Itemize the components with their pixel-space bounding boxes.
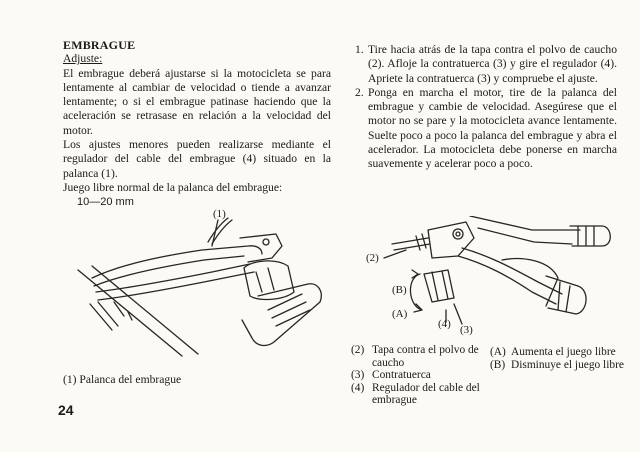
left-column bbox=[63, 38, 331, 210]
clutch-lever-figure bbox=[62, 206, 334, 366]
page-number: 24 bbox=[58, 402, 74, 418]
legend-text: Regulador del cable del embrague bbox=[372, 381, 480, 407]
legend-item bbox=[351, 369, 481, 382]
section-subtitle: Adjuste: bbox=[63, 52, 103, 66]
callout-A: (A) bbox=[392, 308, 408, 320]
legend-text: Tapa contra el polvo de caucho bbox=[372, 344, 479, 369]
legend-text: Aumenta el juego libre bbox=[511, 346, 616, 358]
cable-adjuster-figure bbox=[362, 216, 624, 342]
callout-3: (3) bbox=[460, 324, 473, 336]
legend-item bbox=[490, 346, 630, 359]
legend-item bbox=[351, 382, 481, 407]
paragraph-1: El embrague deberá ajustarse si la motocicleta se para lentamente al cambiar de velocidad o tiende a avanzar lentamente; o si el embrague patinase haciendo que la aceleración se retrasase en relación a la velocidad del motor. bbox=[63, 66, 331, 137]
freeplay-label: Juego libre normal de la palanca del embrague: bbox=[63, 180, 283, 194]
parts-legend bbox=[351, 344, 481, 407]
legend-text: Contratuerca bbox=[372, 369, 431, 382]
callout-2: (2) bbox=[366, 252, 379, 264]
step-number: 2. bbox=[355, 85, 364, 99]
callout-4: (4) bbox=[438, 318, 451, 330]
figure-caption: (1) Palanca del embrague bbox=[63, 373, 182, 386]
legend-key: (B) bbox=[490, 358, 506, 371]
section-title: EMBRAGUE bbox=[63, 38, 136, 52]
paragraph-2: Los ajustes menores pueden realizarse mediante el regulador del cable del embrague (4) situado en la palanca (1). bbox=[63, 138, 331, 180]
step-text: Tire hacia atrás de la tapa contra el polvo de caucho (2). Afloje la contratuerca (3) y gire el regulador (4). Apriete la contratuerca (3) y compruebe el ajuste. bbox=[368, 43, 617, 85]
legend-key: (4) bbox=[351, 381, 365, 394]
right-column bbox=[355, 43, 617, 172]
callout-B: (B) bbox=[392, 284, 407, 296]
clutch-lever-drawing bbox=[62, 206, 334, 366]
freeplay-value: 10—20 mm bbox=[77, 196, 134, 209]
legend-item bbox=[490, 359, 630, 372]
direction-legend bbox=[490, 346, 630, 371]
legend-key: (2) bbox=[351, 344, 365, 356]
legend-text: Disminuye el juego libre bbox=[511, 358, 624, 371]
legend-key: (3) bbox=[351, 369, 365, 382]
step-text: Ponga en marcha el motor, tire de la palanca del embrague y cambie de velocidad. Asegúrese que el motor no se pare y la motocicleta avance lentamente. Suelte poco a poco la palanca del embrague y abra el acelerador. La motocicleta debe ponerse en marcha suavemente y acelerar poco a poco. bbox=[368, 85, 617, 171]
callout-1: (1) bbox=[213, 208, 226, 220]
legend-key: (A) bbox=[490, 346, 506, 358]
steps-list bbox=[355, 43, 617, 172]
adjuster-drawing bbox=[362, 216, 624, 342]
step-item bbox=[355, 86, 617, 172]
legend-item bbox=[351, 344, 481, 369]
step-item bbox=[355, 43, 617, 86]
step-number: 1. bbox=[355, 43, 364, 56]
